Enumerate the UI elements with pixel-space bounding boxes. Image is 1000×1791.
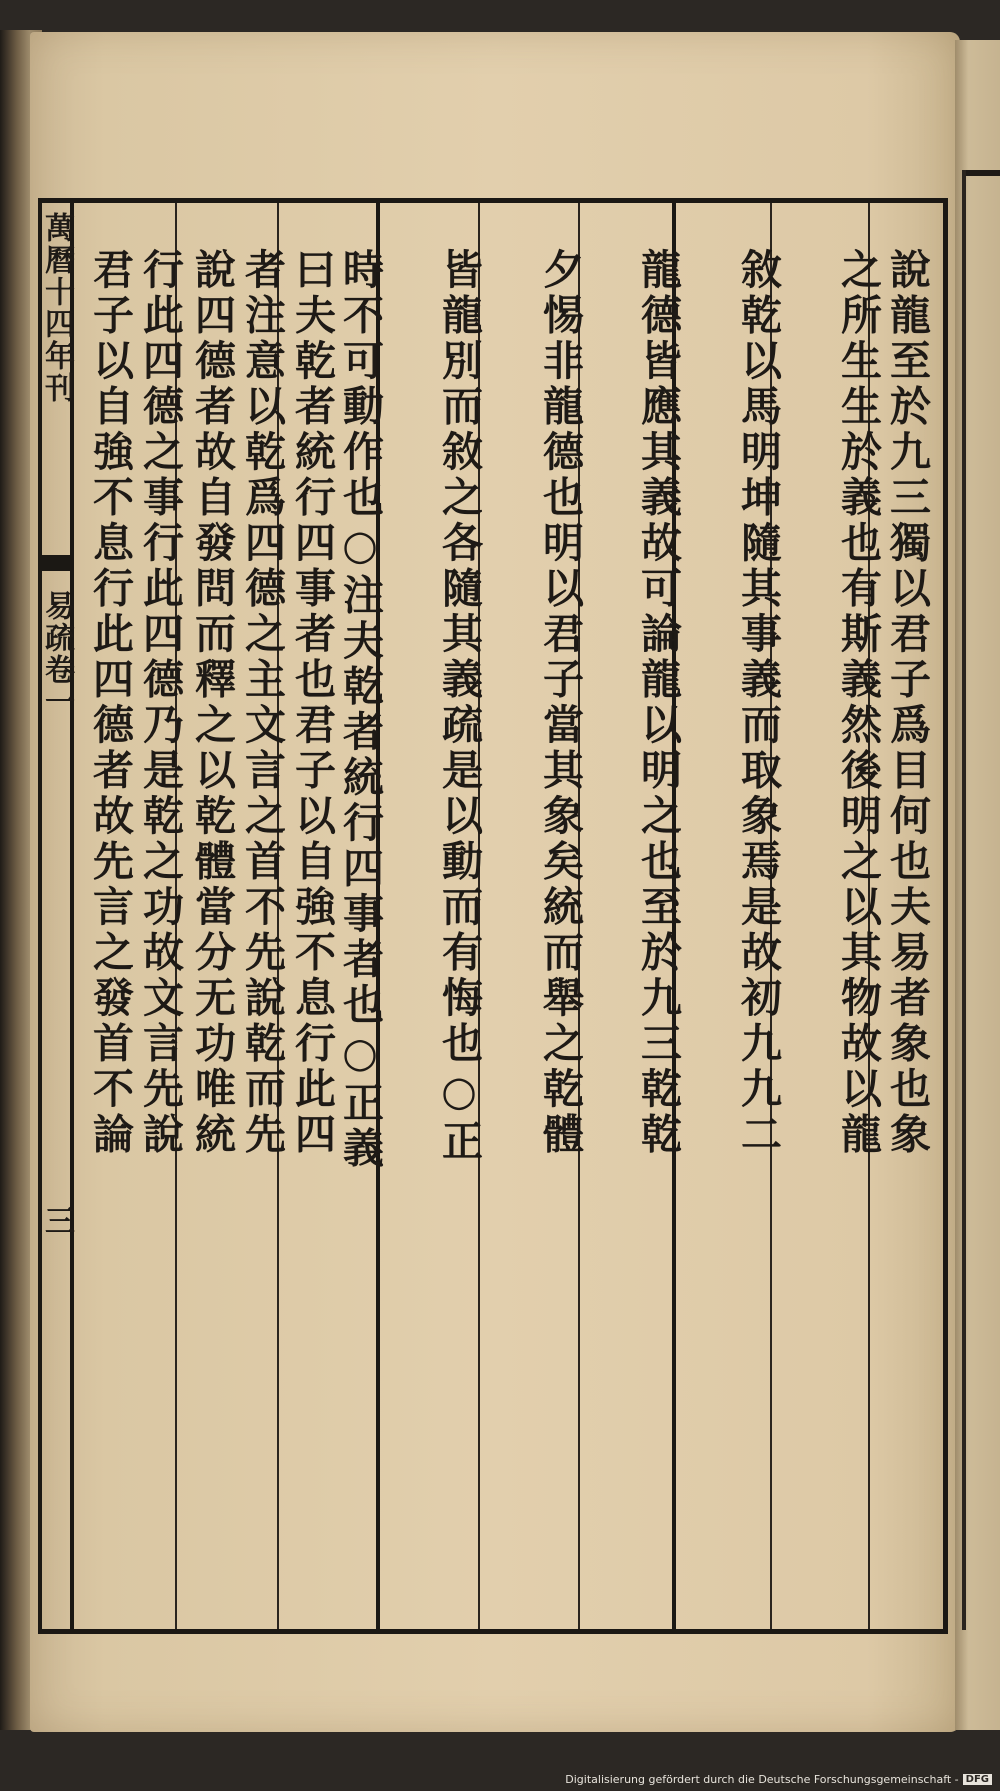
margin-strip — [38, 198, 74, 1634]
margin-section: 易疏卷一 — [39, 590, 74, 718]
footer-credit — [561, 1771, 996, 1787]
text-column-6: 皆龍別而敘之各隨其義疏是以動而有悔也○正 — [435, 248, 483, 1165]
dfg-logo: DFG — [963, 1774, 992, 1785]
text-column-7: 時不可動作也○注夫乾者統行四事者也○正義 — [336, 248, 384, 1172]
text-column-9: 者注意以乾爲四德之主文言之首不先說乾而先 — [238, 248, 286, 1158]
text-column-8: 曰夫乾者統行四事者也君子以自強不息行此四 — [288, 248, 336, 1158]
next-page-frame-rule-vertical — [962, 170, 966, 1630]
footer-credit-text: Digitalisierung gefördert durch die Deutsche Forschungsgemeinschaft - — [565, 1772, 959, 1786]
text-column-12: 君子以自強不息行此四德者故先言之發首不論 — [86, 248, 134, 1158]
text-column-4: 龍德皆應其義故可論龍以明之也至於九三乾乾 — [634, 248, 682, 1158]
text-column-5: 夕惕非龍德也明以君子當其象矣統而舉之乾體 — [536, 248, 584, 1158]
margin-edition: 萬曆十四年刊 — [39, 212, 74, 404]
folio-number: 三 — [39, 1205, 74, 1235]
text-column-10: 說四德者故自發問而釋之以乾體當分无功唯統 — [188, 248, 236, 1158]
text-column-1: 說龍至於九三獨以君子爲目何也夫易者象也象 — [883, 248, 931, 1158]
text-column-11: 行此四德之事行此四德乃是乾之功故文言先說 — [136, 248, 184, 1158]
fish-tail-mark — [40, 555, 70, 571]
text-column-2: 之所生生於義也有斯義然後明之以其物故以龍 — [834, 248, 882, 1158]
text-column-3: 敘乾以馬明坤隨其事義而取象焉是故初九九二 — [734, 248, 782, 1158]
next-page-frame-rule — [963, 170, 1000, 176]
